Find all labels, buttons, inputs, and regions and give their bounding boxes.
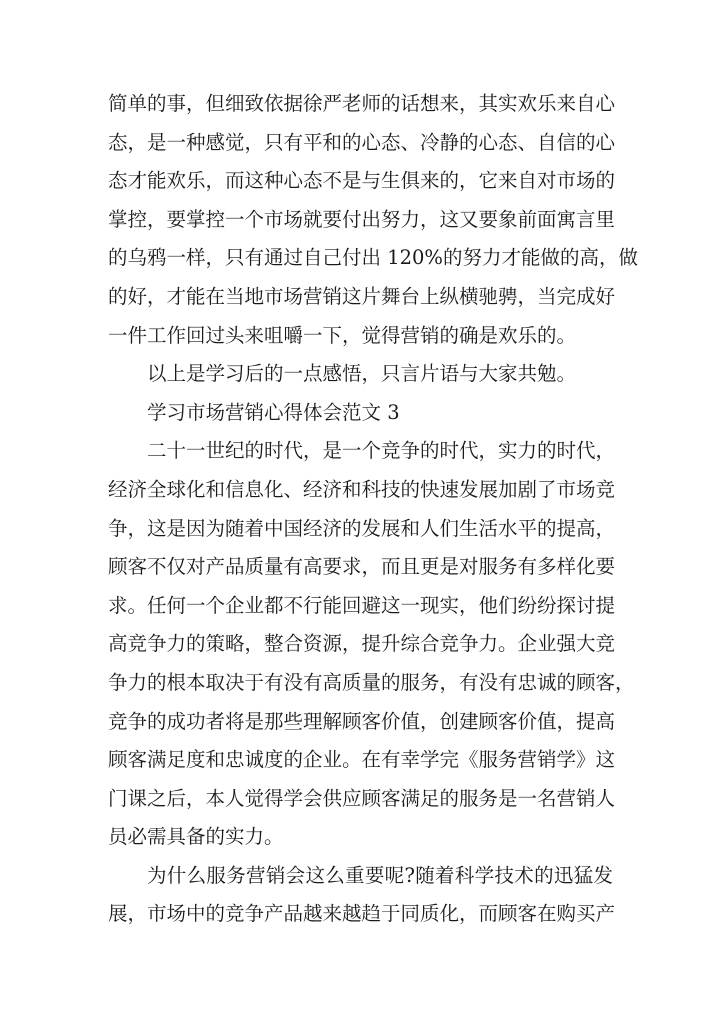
text-line: 掌控，要掌控一个市场就要付出努力，这又要象前面寓言里 <box>108 207 616 231</box>
text-line: 争力的根本取决于有没有高质量的服务，有没有忠诚的顾客， <box>108 670 635 694</box>
section-title <box>108 394 613 433</box>
text-line: 一件工作回过头来咀嚼一下，觉得营销的确是欢乐的。 <box>108 323 577 347</box>
paragraph-summary <box>108 355 613 394</box>
text-line: 顾客不仅对产品质量有高要求，而且更是对服务有多样化要 <box>108 555 616 579</box>
text-line: 态才能欢乐，而这种心态不是与生俱来的，它来自对市场的 <box>108 169 616 193</box>
paragraph-intro <box>108 432 635 857</box>
text-line: 为什么服务营销会这么重要呢?随着科学技术的迅猛发 <box>147 863 613 887</box>
text-line: 的好，才能在当地市场营销这片舞台上纵横驰骋，当完成好 <box>108 284 616 308</box>
text-line: 经济全球化和信息化、经济和科技的快速发展加剧了市场竞 <box>108 477 616 501</box>
text-line: 的乌鸦一样，只有通过自己付出 120%的努力才能做的高，做 <box>108 246 638 270</box>
text-line: 竞争的成功者将是那些理解顾客价值，创建顾客价值，提高 <box>108 709 616 733</box>
text-line: 员必需具备的实力。 <box>108 825 284 849</box>
text-line: 门课之后，本人觉得学会供应顾客满足的服务是一名营销人 <box>108 786 616 810</box>
text-line: 高竞争力的策略，整合资源，提升综合竞争力。企业强大竞 <box>108 632 616 656</box>
document-body <box>108 85 638 934</box>
text-line: 简单的事，但细致依据徐严老师的话想来，其实欢乐来自心 <box>108 92 616 115</box>
text-line: 态，是一种感觉，只有平和的心态、冷静的心态、自信的心 <box>108 130 616 154</box>
text-line: 以上是学习后的一点感悟，只言片语与大家共勉。 <box>147 362 577 386</box>
text-line: 争，这是因为随着中国经济的发展和人们生活水平的提高， <box>108 516 616 540</box>
text-line: 顾客满足度和忠诚度的企业。在有幸学完《服务营销学》这 <box>108 748 616 772</box>
section-title-text: 学习市场营销心得体会范文 3 <box>147 400 400 424</box>
paragraph-continued <box>108 85 638 355</box>
text-line: 展，市场中的竞争产品越来越趋于同质化，而顾客在购买产 <box>108 902 616 926</box>
paragraph-why <box>108 857 616 934</box>
text-line: 求。任何一个企业都不行能回避这一现实，他们纷纷探讨提 <box>108 593 616 617</box>
text-line: 二十一世纪的时代，是一个竞争的时代，实力的时代， <box>147 439 616 463</box>
